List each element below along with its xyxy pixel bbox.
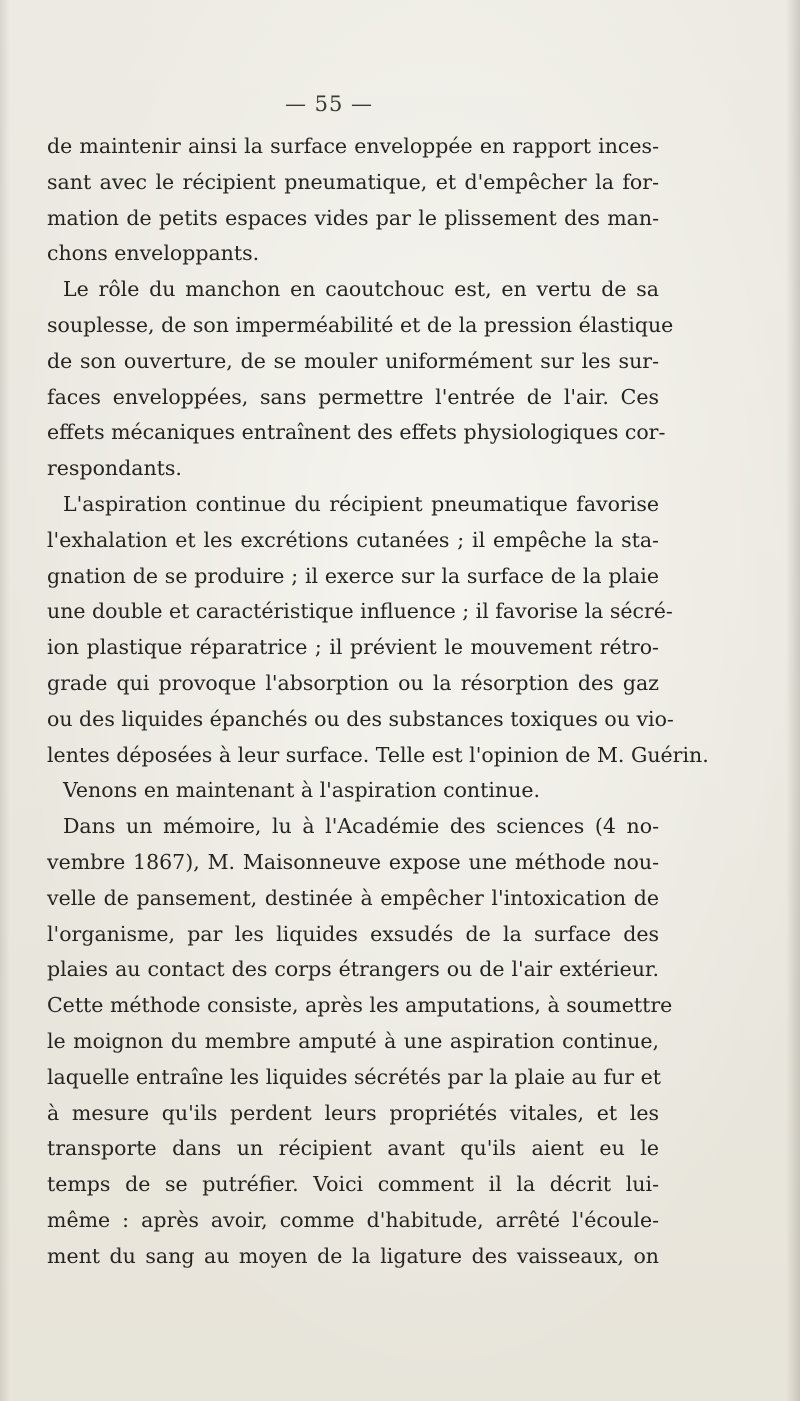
text-line: Cette méthode consiste, après les amputations, à soumettre [47, 993, 673, 1018]
text-line: l'organisme, par les liquides exsudés de la surface des [47, 921, 659, 946]
text-line: plaies au contact des corps étrangers ou de l'air extérieur. [47, 957, 659, 982]
paragraph-start-line: Le rôle du manchon en caoutchouc est, en vertu de sa [63, 277, 659, 302]
paragraph-start-line: Dans un mémoire, lu à l'Académie des sciences (4 no- [63, 814, 659, 839]
text-line: une double et caractéristique influence ; il favorise la sécré- [47, 599, 673, 624]
page-number: — 55 — [284, 92, 374, 116]
page-left-edge-shadow [0, 0, 10, 1401]
text-line: l'exhalation et les excrétions cutanées ; il empêche la sta- [47, 527, 659, 552]
text-line: chons enveloppants. [47, 241, 260, 266]
text-line: lentes déposées à leur surface. Telle est l'opinion de M. Guérin. [47, 742, 709, 767]
paragraph-start-line: L'aspiration continue du récipient pneumatique favorise [63, 491, 659, 516]
text-line: respondants. [47, 456, 182, 481]
text-line: gnation de se produire ; il exerce sur la surface de la plaie [47, 563, 659, 588]
text-line: effets mécaniques entraînent des effets physiologiques cor- [47, 420, 666, 445]
text-line: sant avec le récipient pneumatique, et d'empêcher la for- [47, 169, 659, 194]
text-line: transporte dans un récipient avant qu'ils aient eu le [47, 1136, 659, 1161]
text-line: faces enveloppées, sans permettre l'entrée de l'air. Ces [47, 384, 659, 409]
text-line: souplesse, de son imperméabilité et de la pression élastique [47, 312, 674, 337]
text-line: ou des liquides épanchés ou des substances toxiques ou vio- [47, 706, 674, 731]
text-line: ion plastique réparatrice ; il prévient le mouvement rétro- [47, 635, 659, 660]
page-right-edge-shadow [786, 0, 800, 1401]
text-line: laquelle entraîne les liquides sécrétés par la plaie au fur et [47, 1064, 661, 1089]
text-line: le moignon du membre amputé à une aspiration continue, [47, 1028, 659, 1053]
text-line: ment du sang au moyen de la ligature des vaisseaux, on [47, 1243, 659, 1268]
body-text [47, 129, 709, 1275]
text-line: velle de pansement, destinée à empêcher l'intoxication de [47, 885, 659, 910]
text-line: de maintenir ainsi la surface enveloppée en rapport inces- [47, 134, 659, 158]
text-line: mation de petits espaces vides par le plissement des man- [47, 205, 659, 230]
text-line: même : après avoir, comme d'habitude, arrêté l'écoule- [47, 1207, 659, 1232]
text-line: à mesure qu'ils perdent leurs propriétés vitales, et les [47, 1100, 659, 1125]
text-line: de son ouverture, de se mouler uniformément sur les sur- [47, 348, 659, 373]
text-line: temps de se putréfier. Voici comment il la décrit lui- [47, 1172, 659, 1197]
paragraph-start-line: Venons en maintenant à l'aspiration continue. [63, 778, 540, 803]
text-line: vembre 1867), M. Maisonneuve expose une méthode nou- [47, 849, 659, 874]
text-line: grade qui provoque l'absorption ou la résorption des gaz [47, 670, 659, 695]
